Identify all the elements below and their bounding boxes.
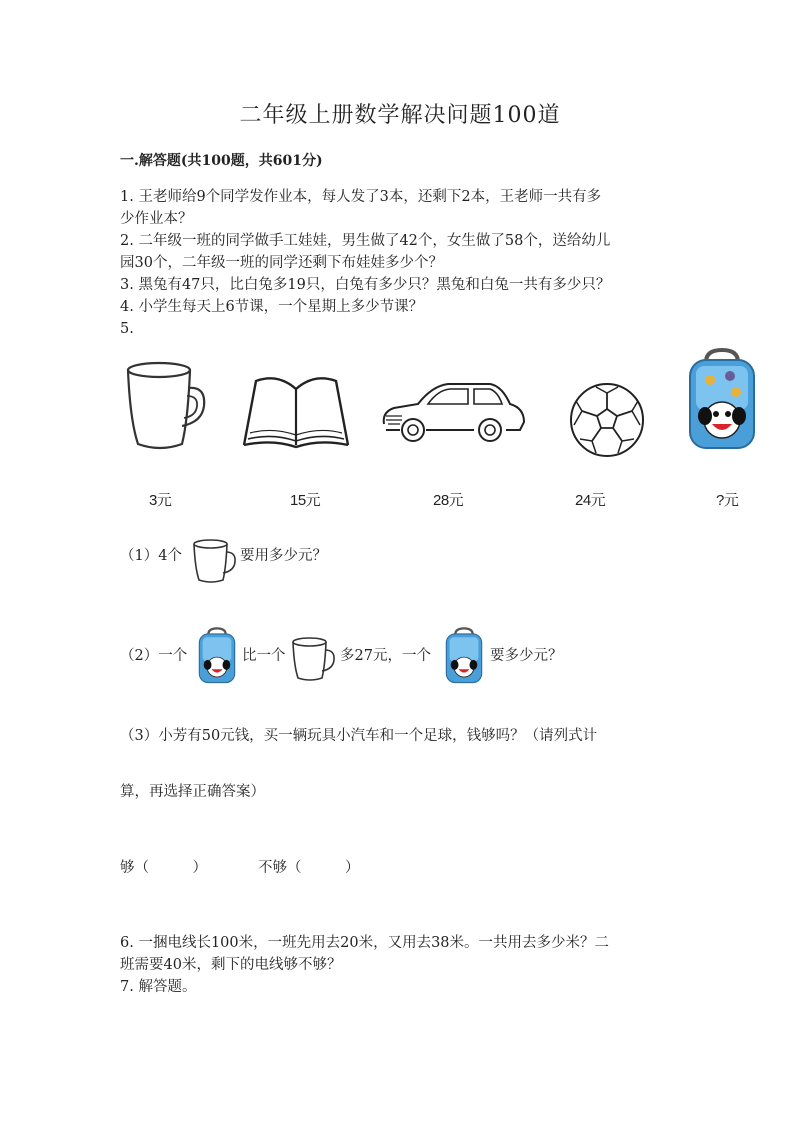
cup-icon <box>191 538 237 586</box>
question-1-line-1: 1. 王老师给9个同学发作业本，每人发了3本，还剩下2本，王老师一共有多 <box>120 189 602 205</box>
sub-question-3-line-1: （3）小芳有50元钱，买一辆玩具小汽车和一个足球，钱够吗？（请列式计 <box>120 728 598 744</box>
question-7: 7. 解答题。 <box>120 979 197 995</box>
soccer-ball-icon <box>568 381 646 459</box>
question-3: 3. 黑兔有47只，比白兔多19只，白兔有多少只？黑兔和白兔一共有多少只？ <box>120 277 611 293</box>
sub-question-2-middle: 多27元，一个 <box>340 648 431 664</box>
cup-icon <box>290 636 336 684</box>
car-icon <box>378 378 528 448</box>
question-6-line-2: 班需要40米，剩下的电线够不够？ <box>120 957 342 973</box>
question-2-line-2: 园30个，二年级一班的同学还剩下布娃娃多少个？ <box>120 255 443 271</box>
price-label-ball: 24元 <box>575 492 606 509</box>
price-label-book: 15元 <box>290 492 321 509</box>
question-5: 5. <box>120 321 134 337</box>
backpack-icon <box>684 348 760 452</box>
sub-question-1-prefix: （1）4个 <box>120 548 182 564</box>
book-icon <box>236 373 356 453</box>
question-4: 4. 小学生每天上6节课，一个星期上多少节课？ <box>120 299 424 315</box>
section-heading: 一.解答题(共100题，共601分) <box>120 153 323 169</box>
choice-enough: 够（ ） <box>120 860 207 876</box>
price-label-car: 28元 <box>433 492 464 509</box>
sub-question-2-prefix: （2）一个 <box>120 648 188 664</box>
sub-question-3-line-2: 算，再选择正确答案） <box>120 784 265 800</box>
price-label-backpack: ?元 <box>716 492 739 509</box>
sub-question-1-suffix: 要用多少元？ <box>240 548 327 564</box>
question-6-line-1: 6. 一捆电线长100米，一班先用去20米，又用去38米。一共用去多少米？二 <box>120 935 610 951</box>
backpack-icon <box>443 626 485 686</box>
question-2-line-1: 2. 二年级一班的同学做手工娃娃，男生做了42个，女生做了58个，送给幼儿 <box>120 233 611 249</box>
choice-not-enough: 不够（ ） <box>258 860 360 876</box>
sub-question-2-suffix: 要多少元？ <box>490 648 563 664</box>
backpack-icon <box>196 626 238 686</box>
sub-question-2-compare: 比一个 <box>242 648 286 664</box>
price-label-cup: 3元 <box>149 492 172 509</box>
question-1-line-2: 少作业本？ <box>120 211 193 227</box>
cup-icon <box>122 360 210 454</box>
page-title: 二年级上册数学解决问题100道 <box>239 103 561 128</box>
